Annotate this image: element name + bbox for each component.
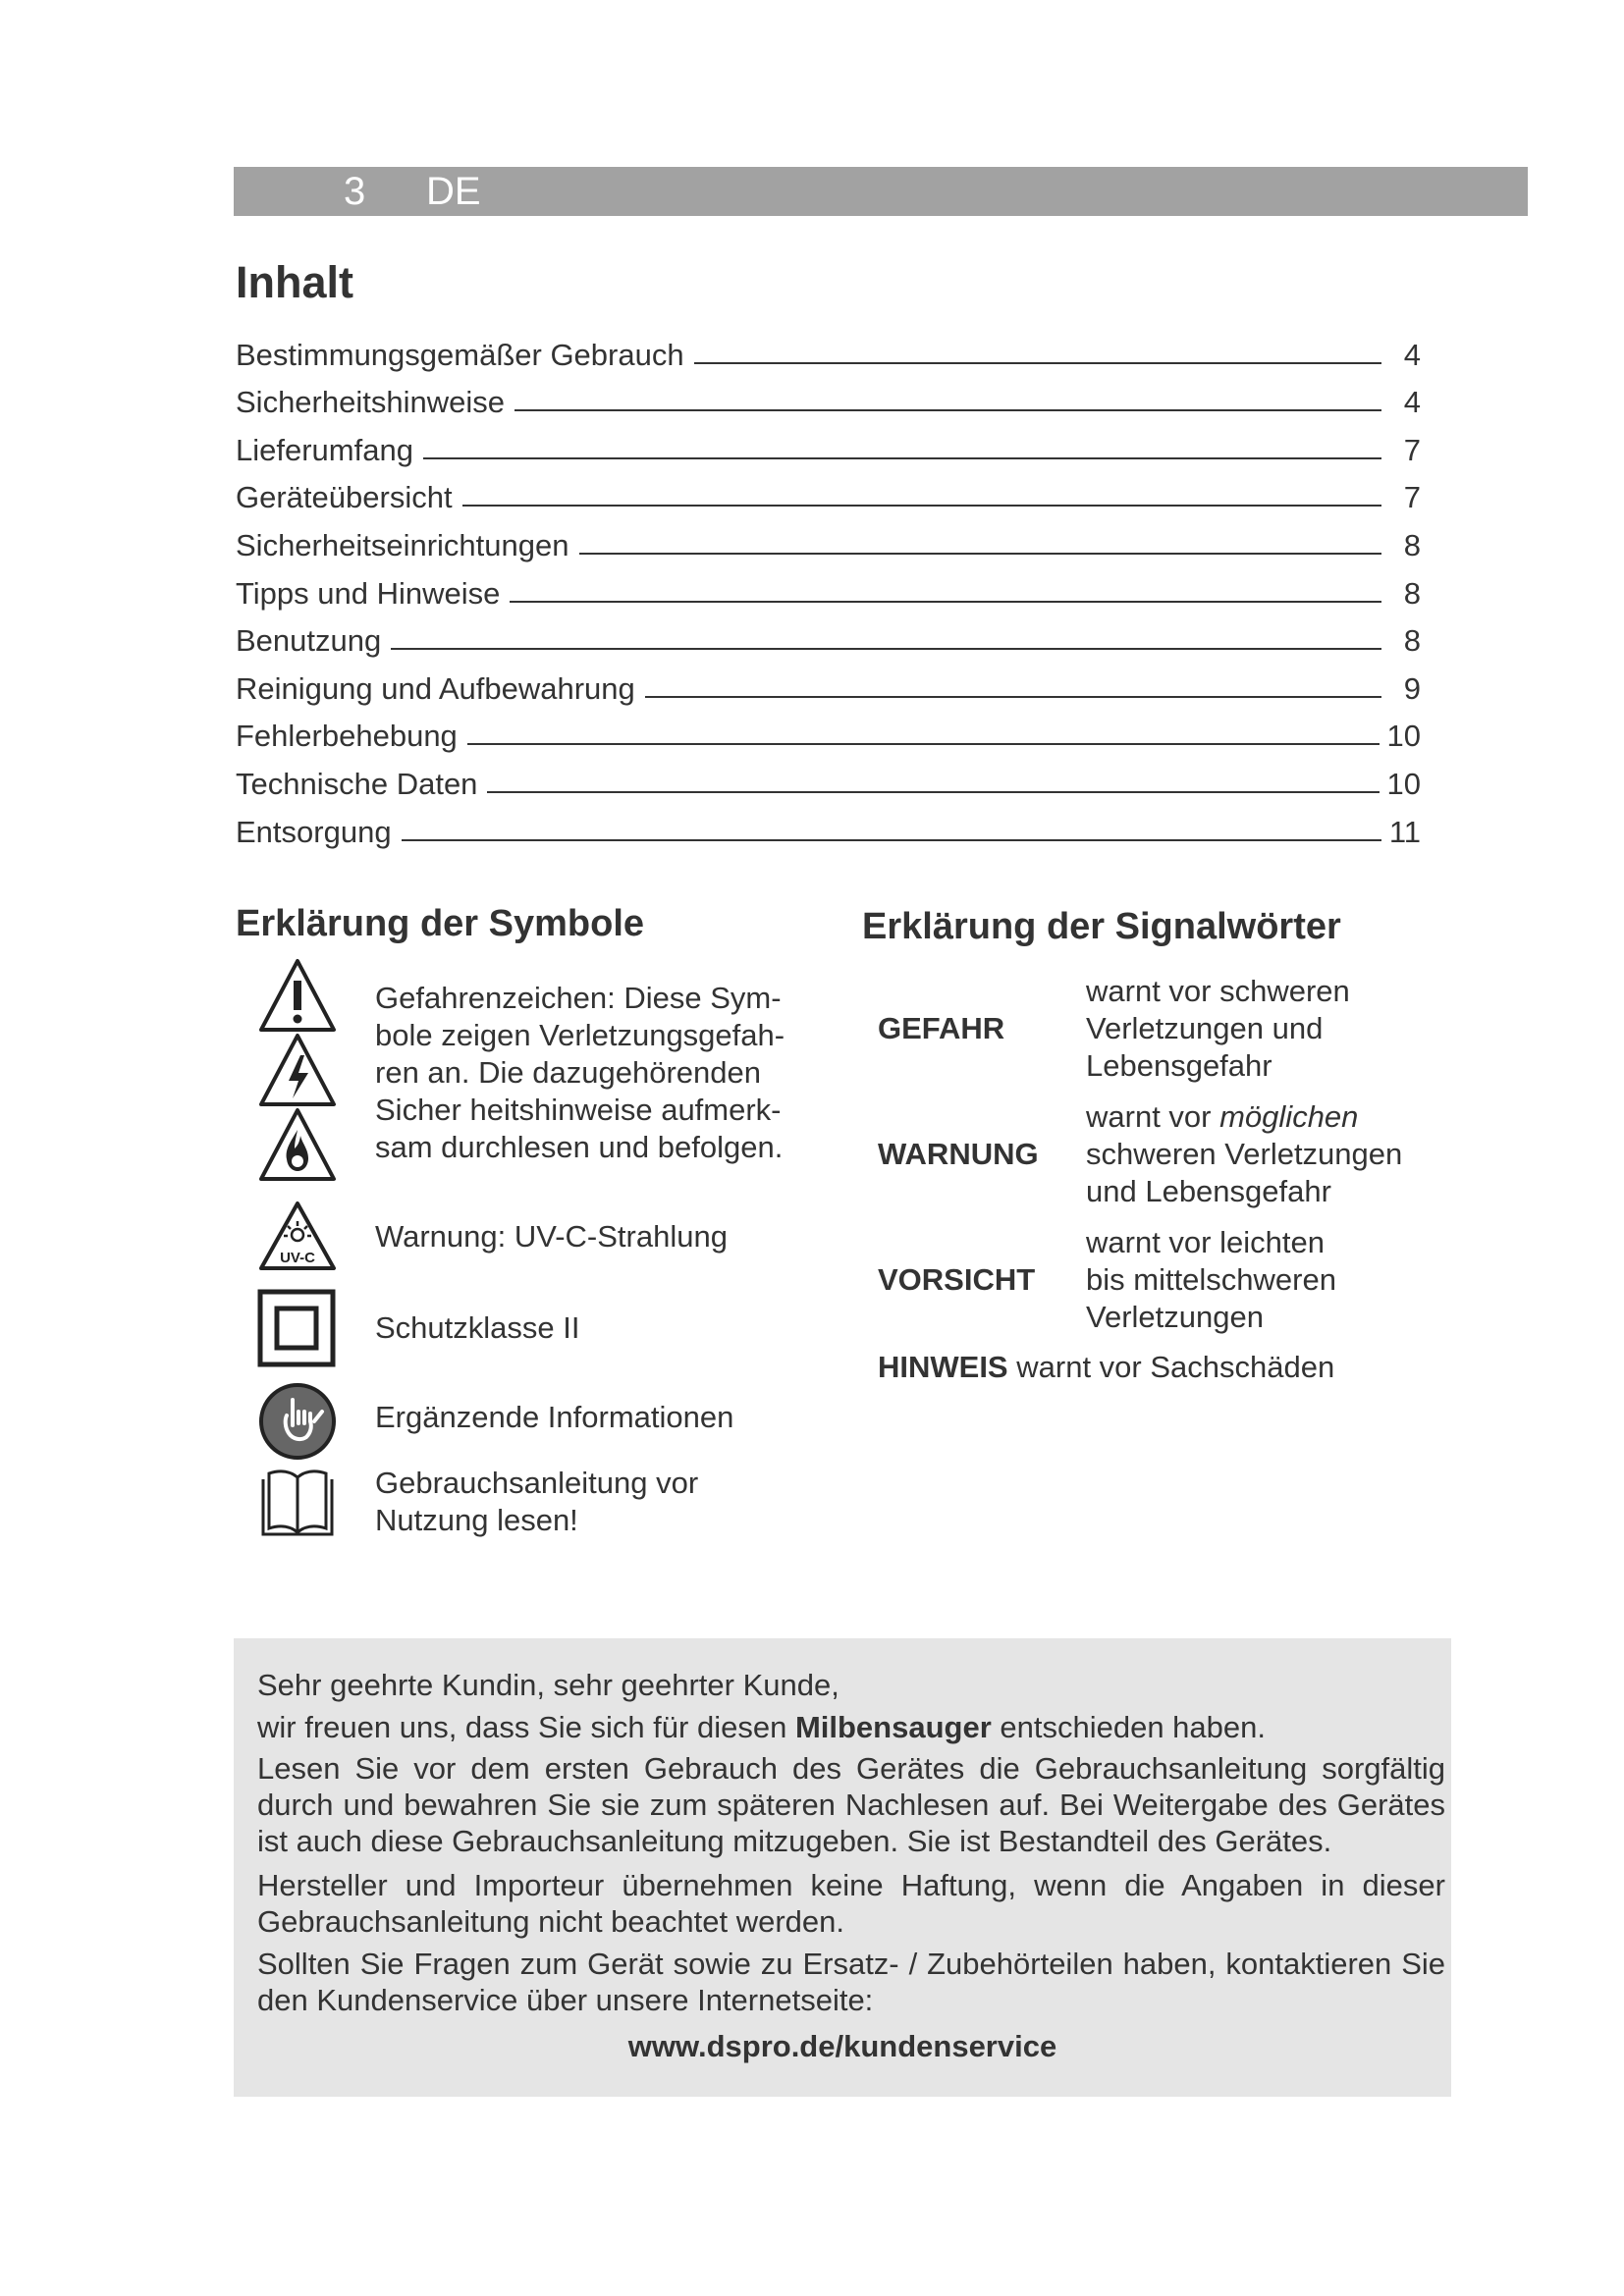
intro-paragraph-2: Lesen Sie vor dem ersten Gebrauch des Gerätes die Gebrauchsanleitung sorgfältig durch und bewahren Sie sie zum späteren Nachlesen auf. Bei Weitergabe des Gerätes ist auch diese Gebrauchsanleitung mitzugeben. Sie ist Bestandteil des Gerätes. (257, 1751, 1445, 1858)
text-line: schweren Verletzungen (1086, 1137, 1403, 1171)
hazard-icons (257, 957, 338, 1185)
toc-entry-label: Technische Daten (236, 766, 478, 801)
toc-entry (236, 563, 1421, 612)
toc-leader-line (467, 743, 1380, 745)
text-line: Nutzung lesen! (375, 1503, 578, 1537)
hazard-symbols-description (375, 980, 785, 1166)
toc-entry-label: Sicherheitseinrichtungen (236, 527, 569, 562)
signal-word-warnung: WARNUNG (878, 1137, 1039, 1171)
toc-leader-line (402, 839, 1381, 841)
toc-entry-page: 4 (1403, 337, 1421, 372)
toc-entry-label: Reinigung und Aufbewahrung (236, 670, 635, 706)
toc-leader-line (514, 409, 1381, 411)
emphasized-text: möglichen (1219, 1099, 1359, 1134)
text-line: Warnung: UV-C-Strahlung (375, 1219, 728, 1254)
signal-word-warnung-description (1086, 1098, 1402, 1210)
toc-entry-label: Lieferumfang (236, 432, 413, 467)
toc-entry-label: Fehlerbehebung (236, 719, 458, 754)
signal-word-gefahr: GEFAHR (878, 1011, 1005, 1045)
protection-class-ii-icon (257, 1289, 336, 1367)
product-name: Milbensauger (794, 1710, 992, 1744)
toc-entry-page: 8 (1403, 623, 1421, 659)
hand-info-icon (257, 1382, 338, 1461)
language-code: DE (426, 170, 481, 213)
toc-entry-label: Bestimmungsgemäßer Gebrauch (236, 337, 684, 372)
uv-c-description (375, 1218, 728, 1255)
toc-leader-line (645, 696, 1381, 698)
toc-entry (236, 420, 1421, 468)
toc-entry-label: Entsorgung (236, 814, 392, 849)
text-line: Ergänzende Informationen (375, 1400, 734, 1434)
text-line: warnt vor leichten (1086, 1225, 1325, 1259)
toc-entry-page: 9 (1403, 670, 1421, 706)
signal-word-gefahr-description (1086, 973, 1350, 1085)
toc-entry-page: 7 (1403, 432, 1421, 467)
toc-entry-page: 4 (1403, 385, 1421, 420)
additional-info-description (375, 1399, 733, 1436)
uv-c-icon-label: UV-C (280, 1250, 315, 1266)
manual-book-icon (257, 1469, 338, 1540)
toc-entry-page: 7 (1403, 480, 1421, 515)
text-line: Gefahrenzeichen: Diese Sym- (375, 981, 782, 1015)
manual-description (375, 1465, 698, 1539)
toc-entry (236, 612, 1421, 660)
toc-entry-page: 10 (1386, 719, 1421, 754)
intro-paragraph-1 (257, 1709, 1445, 1745)
general-warning-icon (261, 961, 334, 1030)
protection-class-description (375, 1309, 579, 1347)
toc-entry-page: 11 (1388, 814, 1421, 849)
signal-word-vorsicht: VORSICHT (878, 1262, 1036, 1297)
text-line: und Lebensgefahr (1086, 1174, 1331, 1208)
text-line: bole zeigen Verletzungsgefah- (375, 1018, 785, 1052)
toc-title: Inhalt (236, 257, 353, 307)
text-line: Verletzungen (1086, 1300, 1264, 1334)
text-line: bis mittelschweren (1086, 1262, 1336, 1297)
toc-leader-line (391, 648, 1381, 650)
fire-hazard-icon (261, 1110, 334, 1179)
toc-entry-page: 8 (1403, 527, 1421, 562)
text-line: Lebensgefahr (1086, 1048, 1272, 1083)
electric-hazard-icon (261, 1036, 334, 1104)
intro-paragraph-3: Hersteller und Importeur übernehmen keine Haftung, wenn die Angaben in dieser Gebrauchsanleitung nicht beachtet werden. (257, 1868, 1445, 1939)
text-line: Verletzungen und (1086, 1011, 1324, 1045)
toc-entry (236, 325, 1421, 373)
toc-entry (236, 468, 1421, 516)
toc-entry (236, 707, 1421, 755)
uv-c-warning-icon (257, 1200, 338, 1272)
toc-leader-line (510, 601, 1381, 603)
toc-entry-page: 8 (1403, 575, 1421, 611)
toc-entry-label: Geräteübersicht (236, 480, 453, 515)
customer-service-url[interactable]: www.dspro.de/kundenservice (627, 2029, 1057, 2063)
toc-entry (236, 659, 1421, 707)
symbols-section-title: Erklärung der Symbole (236, 903, 645, 944)
toc-entry-label: Tipps und Hinweise (236, 575, 501, 611)
toc-leader-line (579, 553, 1382, 555)
signal-word-hinweis: HINWEIS (878, 1350, 1008, 1384)
toc-entry (236, 515, 1421, 563)
toc-entry-label: Benutzung (236, 623, 382, 659)
intro-paragraph-4: Sollten Sie Fragen zum Gerät sowie zu Ersatz- / Zubehörteilen haben, kontaktieren Sie den Kundenservice über unsere Internetseite: (257, 1947, 1445, 2017)
toc-entry (236, 754, 1421, 802)
text-line: Sicher heitshinweise aufmerk- (375, 1093, 782, 1127)
toc-entry-label: Sicherheitshinweise (236, 385, 505, 420)
text-line: Gebrauchsanleitung vor (375, 1466, 699, 1500)
text-span: entschieden haben. (991, 1710, 1266, 1744)
text-line: warnt vor schweren (1086, 974, 1350, 1008)
page-number: 3 (344, 170, 366, 213)
text-line: ren an. Die dazugehörenden (375, 1055, 761, 1090)
text-line: Schutzklasse II (375, 1310, 580, 1345)
toc-leader-line (487, 791, 1379, 793)
text-line: sam durchlesen und befolgen. (375, 1130, 784, 1164)
toc-entry (236, 373, 1421, 421)
text-span: warnt vor (1086, 1099, 1220, 1134)
toc-entry (236, 802, 1421, 850)
table-of-contents (236, 325, 1421, 850)
greeting: Sehr geehrte Kundin, sehr geehrter Kunde, (257, 1668, 839, 1702)
signal-word-hinweis-description: warnt vor Sachschäden (1016, 1350, 1335, 1384)
toc-leader-line (694, 362, 1381, 364)
toc-entry-page: 10 (1386, 766, 1421, 801)
text-line (1086, 1098, 1402, 1136)
signal-word-hinweis-row (878, 1349, 1334, 1386)
signal-words-section-title: Erklärung der Signalwörter (862, 906, 1341, 947)
toc-leader-line (423, 457, 1381, 459)
text-span: wir freuen uns, dass Sie sich für diesen (257, 1710, 795, 1744)
toc-leader-line (462, 505, 1381, 507)
signal-word-vorsicht-description (1086, 1224, 1336, 1336)
page-header-bar (234, 167, 1528, 216)
customer-info-box (234, 1638, 1451, 2097)
